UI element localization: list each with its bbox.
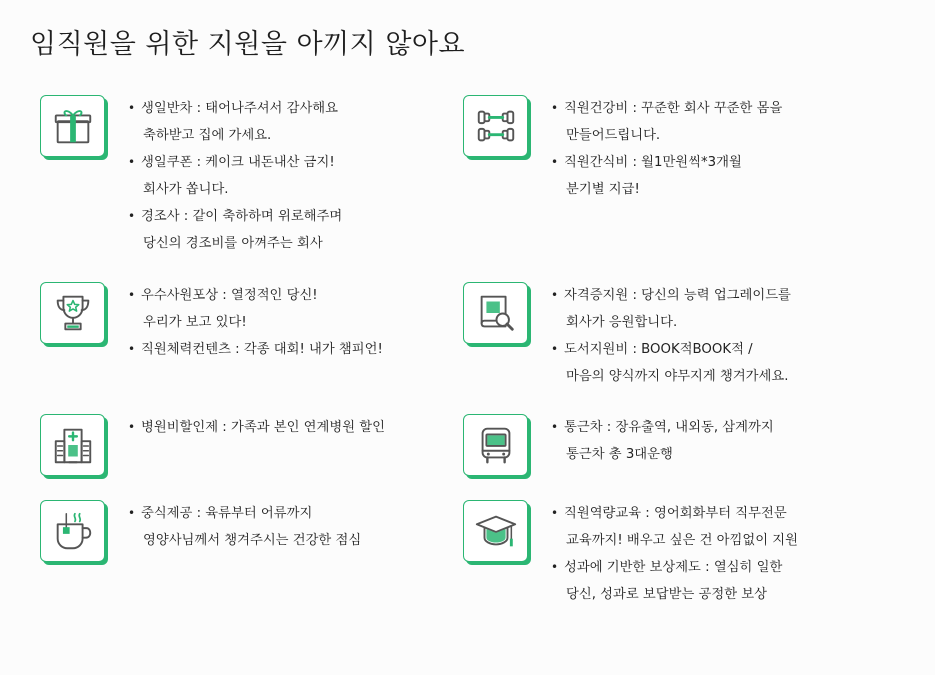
gift-icon [40,95,105,157]
list-item: • 생일반차 : 태어나주셔서 감사해요 축하받고 집에 가세요. [128,95,428,149]
list-item: • 생일쿠폰 : 케이크 내돈내산 금지! 회사가 쏩니다. [128,149,428,203]
list-item: • 직원간식비 : 월1만원씩*3개월 분기별 지급! [551,149,851,203]
benefit-list [128,500,428,554]
trophy-icon [40,282,105,344]
benefit-list [551,282,851,390]
page-title: 임직원을 위한 지원을 아끼지 않아요 [30,29,466,60]
book-search-icon [463,282,528,344]
list-item: • 자격증지원 : 당신의 능력 업그레이드를 회사가 응원합니다. [551,282,851,336]
graduation-cap-icon [463,500,528,562]
list-item: • 직원체력컨텐츠 : 각종 대회! 내가 챔피언! [128,336,428,363]
list-item: • 우수사원포상 : 열정적인 당신! 우리가 보고 있다! [128,282,428,336]
hospital-icon [40,414,105,476]
list-item: • 성과에 기반한 보상제도 : 열심히 일한 당신, 성과로 보답받는 공정한 보상 [551,554,851,608]
benefit-list [551,95,851,203]
list-item: • 통근차 : 장유출역, 내외동, 삼계까지 통근차 총 3대운행 [551,414,851,468]
benefit-list [551,414,851,468]
benefit-list [551,500,851,608]
list-item: • 경조사 : 같이 축하하며 위로해주며 당신의 경조비를 아껴주는 회사 [128,203,428,257]
dumbbell-icon [463,95,528,157]
benefit-list [128,282,428,363]
tea-cup-icon [40,500,105,562]
list-item: • 직원역량교육 : 영어회화부터 직무전문 교육까지! 배우고 싶은 건 아낌없이 지원 [551,500,851,554]
list-item: • 도서지원비 : BOOK적BOOK적 / 마음의 양식까지 야무지게 챙겨가세요. [551,336,851,390]
list-item: • 중식제공 : 육류부터 어류까지 영양사님께서 챙겨주시는 건강한 점심 [128,500,428,554]
bus-icon [463,414,528,476]
benefit-list [128,414,428,441]
list-item: • 직원건강비 : 꾸준한 회사 꾸준한 몸을 만들어드립니다. [551,95,851,149]
benefit-list [128,95,428,257]
list-item: • 병원비할인제 : 가족과 본인 연계병원 할인 [128,414,428,441]
